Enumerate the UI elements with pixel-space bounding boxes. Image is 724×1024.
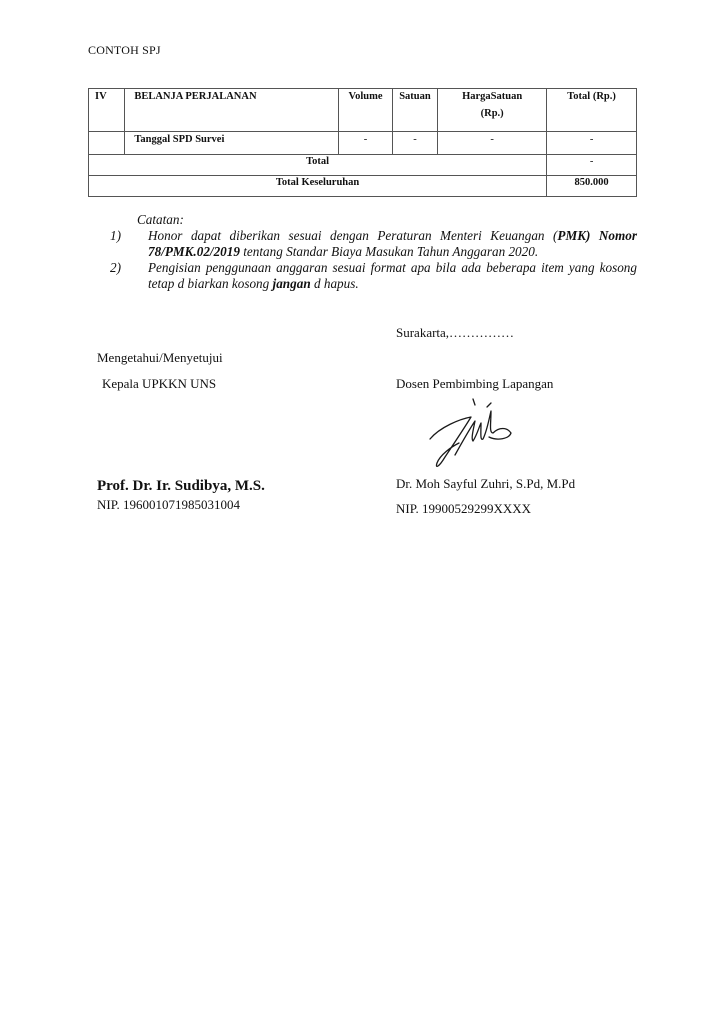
note-text-1: [148, 228, 637, 260]
left-position: Kepala UPKKN UNS: [102, 376, 217, 391]
approval-label: Mengetahui/Menyetujui: [97, 350, 223, 365]
total-value: -: [547, 155, 637, 176]
note-item-2: [110, 260, 637, 292]
handwritten-signature-image: [425, 397, 525, 477]
left-signatory-name: Prof. Dr. Ir. Sudibya, M.S.: [97, 478, 265, 494]
total-label: Total: [89, 155, 547, 176]
note-1-regulation: PMK) Nomor 78/PMK.02/2019: [148, 228, 637, 259]
note-1-part-a: Honor dapat diberikan sesuai dengan Peraturan Menteri Keuangan (: [148, 228, 558, 243]
column-harga-satuan: [438, 89, 547, 132]
row-item: Tanggal SPD Survei: [125, 132, 339, 155]
row-satuan: -: [392, 132, 437, 155]
note-1-part-c: tentang Standar Biaya Masukan Tahun Anggaran 2020.: [239, 244, 539, 259]
right-signatory-name: Dr. Moh Sayful Zuhri, S.Pd, M.Pd: [396, 476, 576, 491]
section-number: IV: [89, 89, 125, 132]
section-title: BELANJA PERJALANAN: [125, 89, 339, 132]
left-signatory-nip: NIP. 196001071985031004: [97, 497, 241, 512]
document-label: CONTOH SPJ: [88, 43, 161, 57]
right-signatory-nip: NIP. 19900529299XXXX: [396, 501, 532, 516]
grand-total-value: 850.000: [547, 176, 637, 197]
row-total: -: [547, 132, 637, 155]
column-total: Total (Rp.): [547, 89, 637, 132]
note-text-2: [148, 260, 637, 292]
total-row: [89, 155, 637, 176]
column-harga-line2: (Rp.): [480, 108, 504, 119]
column-satuan: Satuan: [392, 89, 437, 132]
notes-title: Catatan:: [137, 212, 184, 227]
note-2-part-a: Pengisian penggunaan anggaran sesuai format apa bila ada beberapa item yang kosong tetap d biarkan kosong: [148, 260, 637, 291]
note-2-emphasis: jangan: [272, 276, 311, 291]
row-harga: -: [438, 132, 547, 155]
row-volume: -: [339, 132, 392, 155]
grand-total-row: [89, 176, 637, 197]
column-volume: Volume: [339, 89, 392, 132]
note-number: 2): [110, 260, 121, 275]
place-date: Surakarta,……………: [396, 325, 515, 340]
notes-section: [110, 212, 637, 292]
note-number: 1): [110, 228, 121, 243]
grand-total-label: Total Keseluruhan: [89, 176, 547, 197]
table-row: [89, 132, 637, 155]
column-harga-line1: HargaSatuan: [462, 91, 523, 102]
table-header-row: [89, 89, 637, 132]
row-number-cell: [89, 132, 125, 155]
note-item-1: [110, 228, 637, 260]
budget-table: [88, 88, 637, 197]
note-2-part-c: d hapus.: [310, 276, 359, 291]
right-position: Dosen Pembimbing Lapangan: [396, 376, 554, 391]
